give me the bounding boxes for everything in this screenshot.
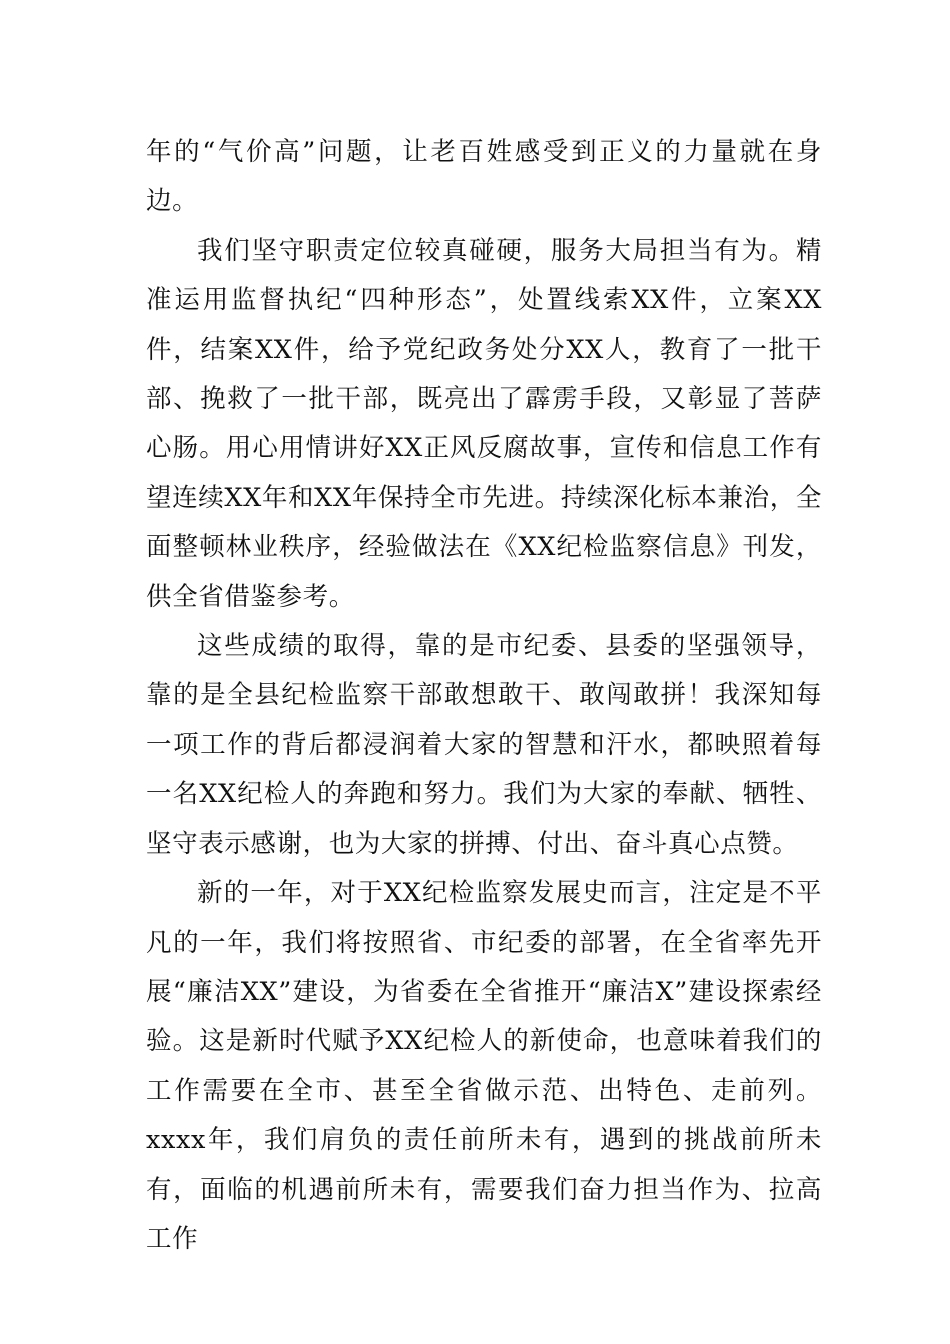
document-body [146,128,822,1264]
paragraph-achievements: 我们坚守职责定位较真碰硬，服务大局担当有为。精准运用监督执纪“四种形态”，处置线索XX件，立案XX件，结案XX件，给予党纪政务处分XX人，教育了一批干部、挽救了一批干部，既亮出了霹雳手段，又彰显了菩萨心肠。用心用情讲好XX正风反腐故事，宣传和信息工作有望连续XX年和XX年保持全市先进。持续深化标本兼治，全面整顿林业秩序，经验做法在《XX纪检监察信息》刊发，供全省借鉴参考。 [146,235,822,612]
paragraph-acknowledgement: 这些成绩的取得，靠的是市纪委、县委的坚强领导，靠的是全县纪检监察干部敢想敢干、敢闯敢拼！我深知每一项工作的背后都浸润着大家的智慧和汗水，都映照着每一名XX纪检人的奔跑和努力。我们为大家的奉献、牺牲、坚守表示感谢，也为大家的拼搏、付出、奋斗真心点赞。 [146,631,822,859]
paragraph-new-year: 新的一年，对于XX纪检监察发展史而言，注定是不平凡的一年，我们将按照省、市纪委的部署，在全省率先开展“廉洁XX”建设，为省委在全省推开“廉洁X”建设探索经验。这是新时代赋予XX纪检人的新使命，也意味着我们的工作需要在全市、甚至全省做示范、出特色、走前列。xxxx年，我们肩负的责任前所未有，遇到的挑战前所未有，面临的机遇前所未有，需要我们奋力担当作为、拉高工作 [146,878,822,1254]
paragraph-continuation: 年的“气价高”问题，让老百姓感受到正义的力量就在身边。 [146,137,822,217]
